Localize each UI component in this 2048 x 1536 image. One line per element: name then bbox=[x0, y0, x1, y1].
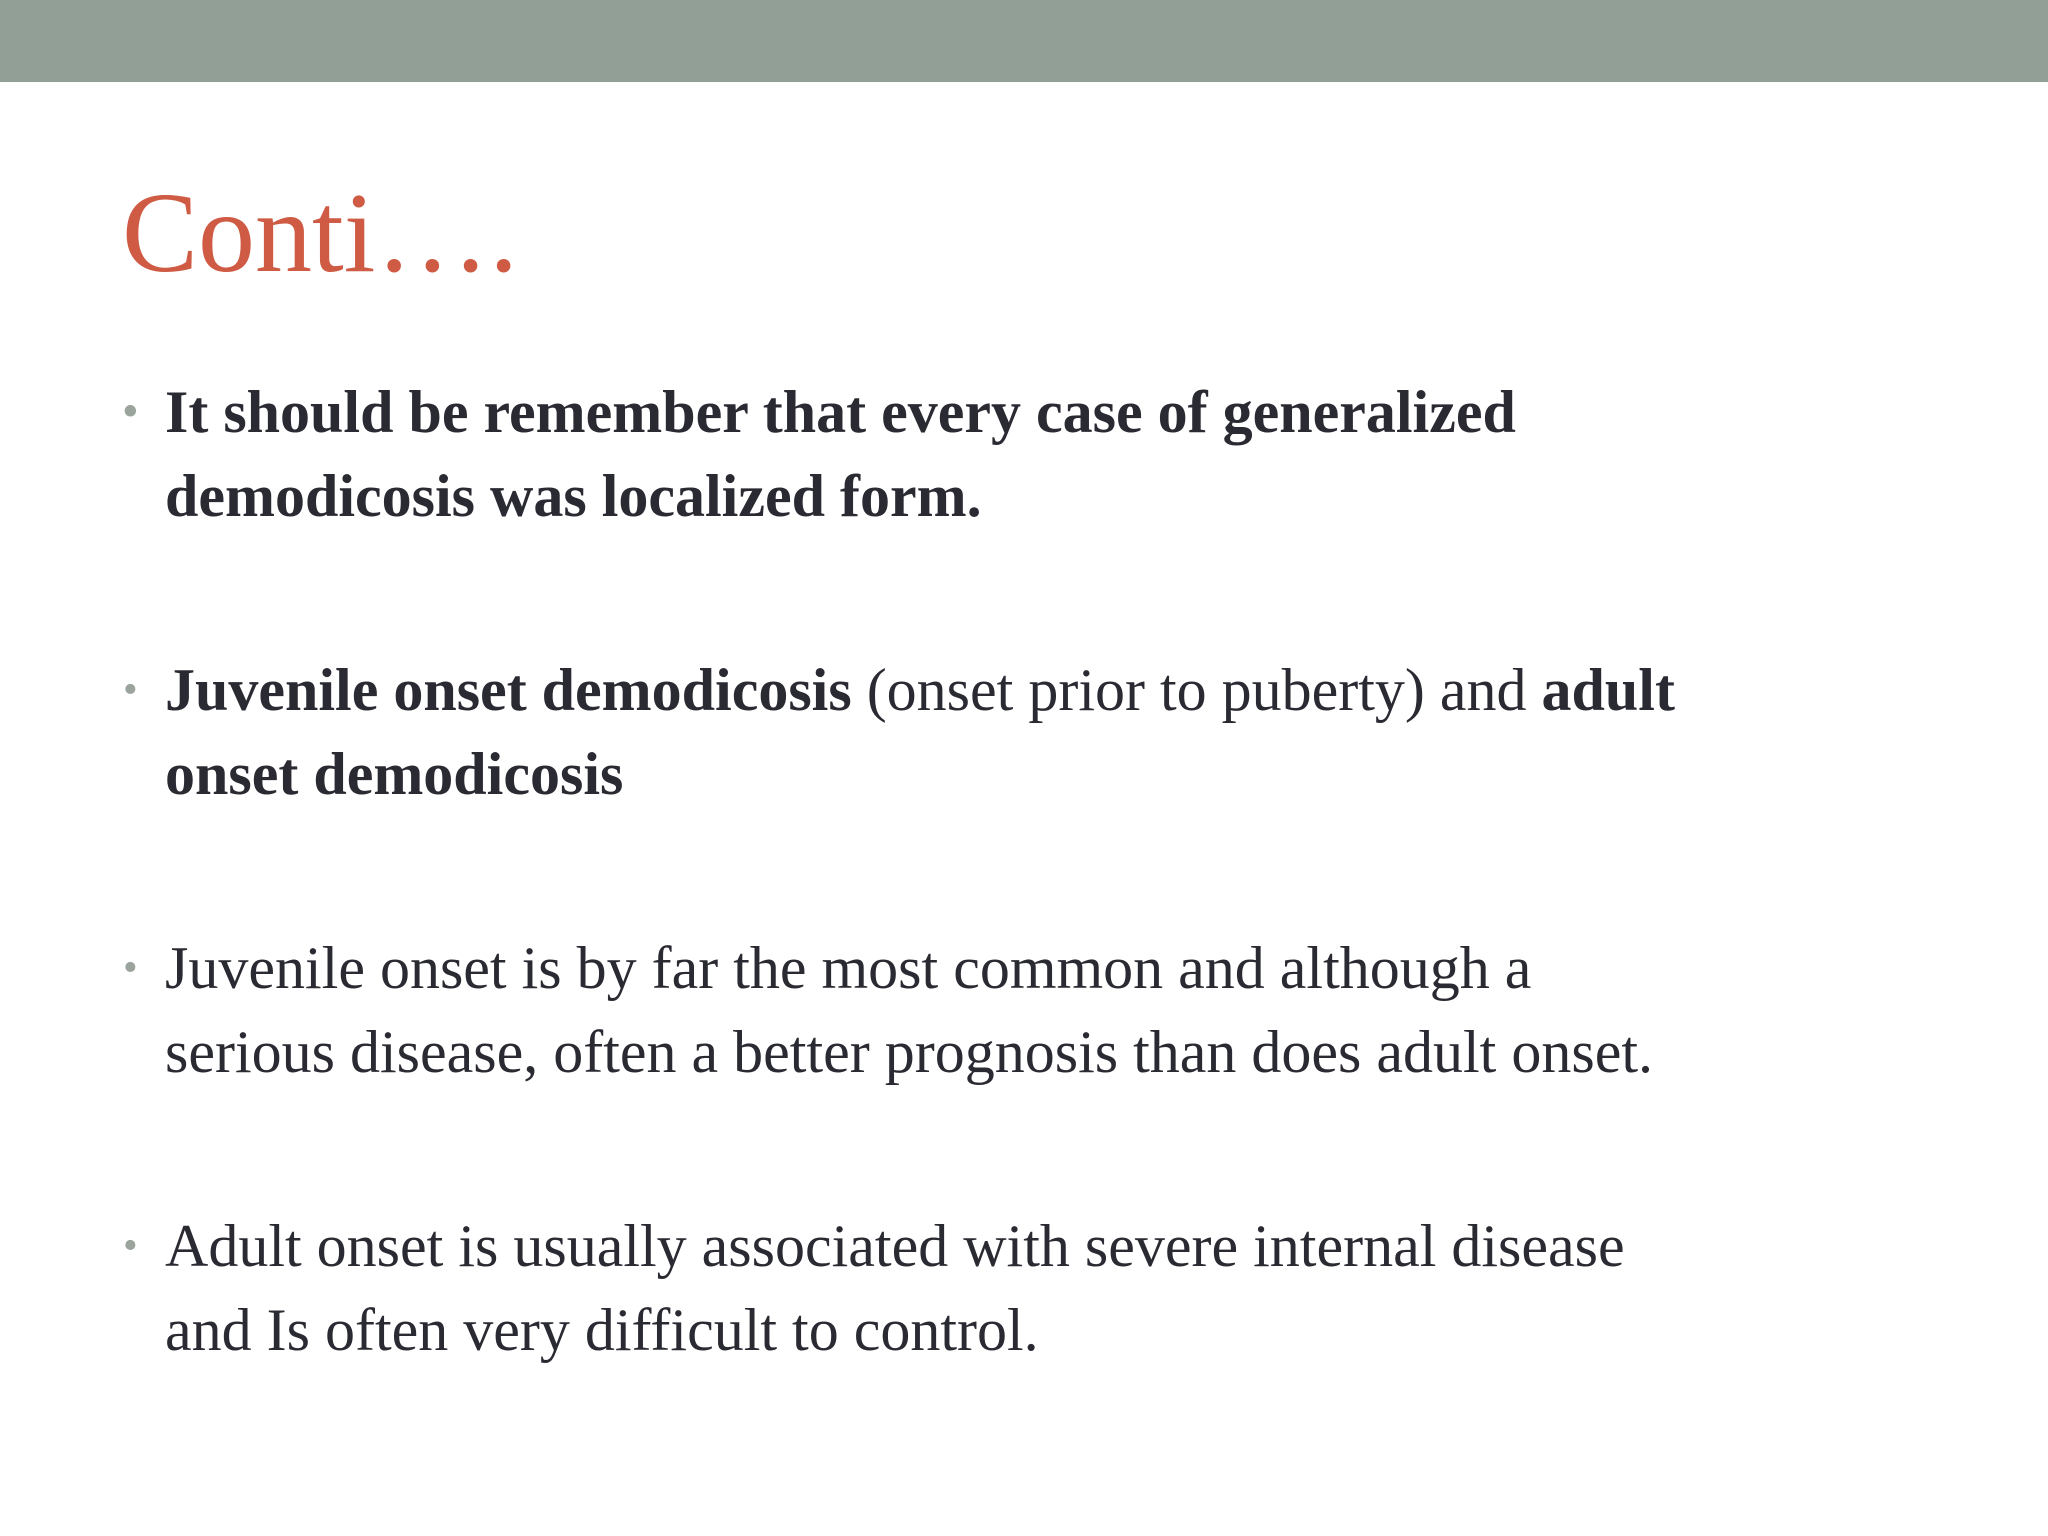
slide-title: Conti…. bbox=[122, 169, 518, 296]
bullet-4-line-2: and Is often very difficult to control. bbox=[165, 1297, 1039, 1363]
bullet-dot-icon: • bbox=[123, 667, 138, 713]
bullet-list bbox=[120, 370, 1950, 1372]
bullet-4-line-1: Adult onset is usually associated with severe internal disease bbox=[165, 1213, 1625, 1279]
bullet-dot-icon: • bbox=[123, 1223, 138, 1269]
bullet-2-term-adult-start: adult bbox=[1541, 657, 1675, 723]
bullet-item-3 bbox=[120, 926, 1950, 1094]
bullet-1-line-1: It should be remember that every case of generalized bbox=[165, 379, 1516, 445]
bullet-3-line-1: Juvenile onset is by far the most common and although a bbox=[165, 935, 1532, 1001]
bullet-1-line-2: demodicosis was localized form. bbox=[165, 463, 982, 529]
bullet-2-middle-text: (onset prior to puberty) and bbox=[851, 657, 1542, 723]
bullet-dot-icon: • bbox=[123, 389, 138, 435]
bullet-item-2 bbox=[120, 648, 1950, 816]
bullet-item-1 bbox=[120, 370, 1950, 538]
bullet-2-term-juvenile: Juvenile onset demodicosis bbox=[165, 657, 852, 723]
bullet-2-term-adult-end: onset demodicosis bbox=[165, 741, 624, 807]
bullet-dot-icon: • bbox=[123, 945, 138, 991]
top-accent-bar bbox=[0, 0, 2048, 82]
bullet-3-line-2: serious disease, often a better prognosis than does adult onset. bbox=[165, 1019, 1653, 1085]
bullet-2-line-1 bbox=[165, 648, 1950, 732]
bullet-item-4 bbox=[120, 1204, 1950, 1372]
